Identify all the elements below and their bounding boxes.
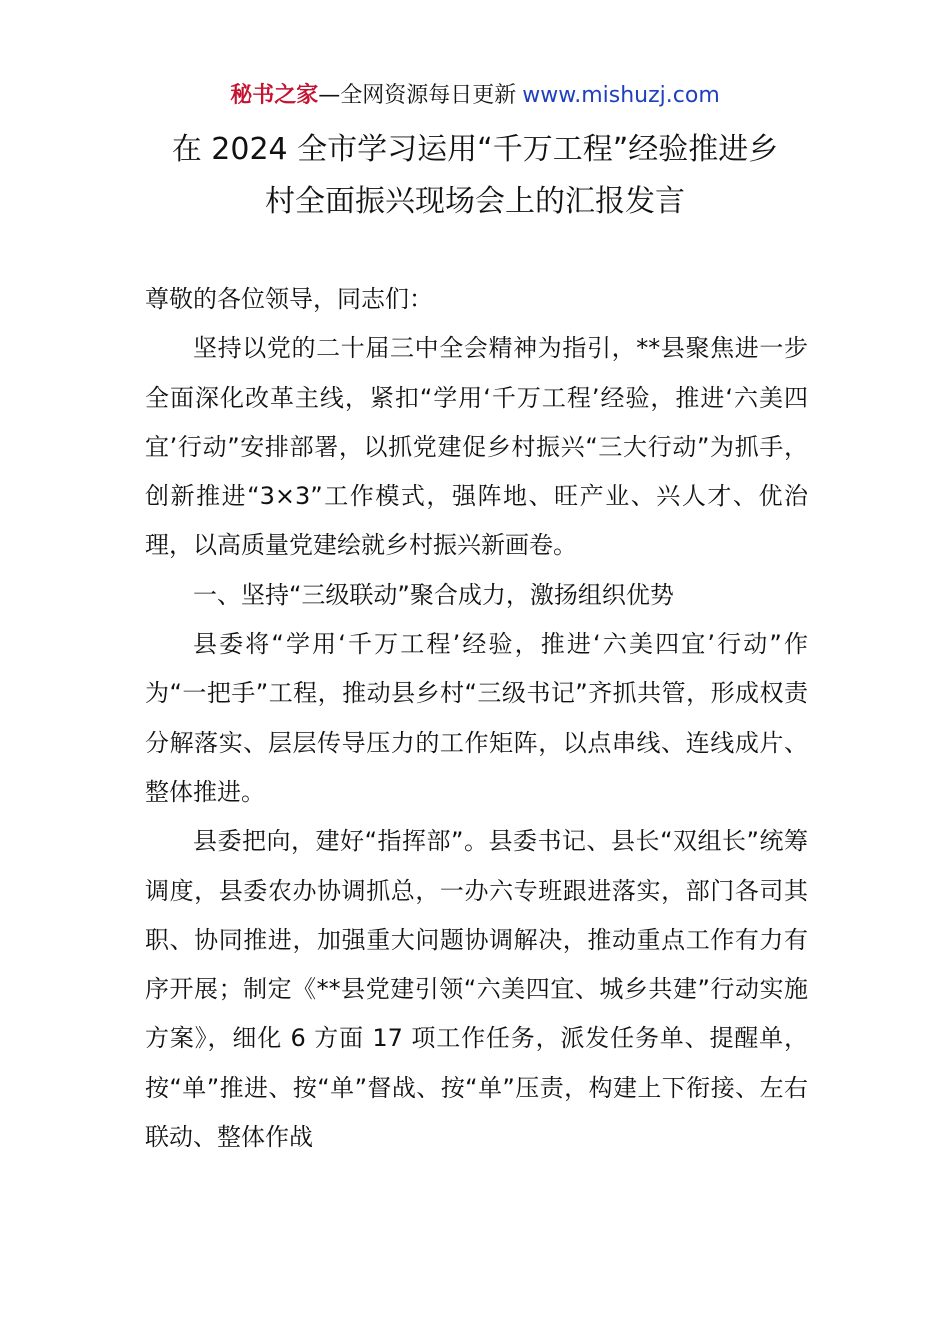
document-title	[100, 124, 850, 228]
site-header	[0, 80, 950, 112]
paragraph-section-1-overview: 县委将“学用‘千万工程’经验，推进‘六美四宜’行动”作为“一把手”工程，推动县乡村“三级书记”齐抓共管，形成权责分解落实、层层传导压力的工作矩阵，以点串线、连线成片、整体推进。	[145, 630, 808, 806]
paragraph-intro: 坚持以党的二十届三中全会精神为指引，**县聚焦进一步全面深化改革主线，紧扣“学用‘千万工程’经验，推进‘六美四宜’行动”安排部署，以抓党建促乡村振兴“三大行动”为抓手，创新推进“3×3”工作模式，强阵地、旺产业、兴人才、优治理，以高质量党建绘就乡村振兴新画卷。	[145, 334, 808, 560]
paragraph-county-command: 县委把向，建好“指挥部”。县委书记、县长“双组长”统筹调度，县委农办协调抓总，一办六专班跟进落实，部门各司其职、协同推进，加强重大问题协调解决，推动重点工作有力有序开展；制定《**县党建引领“六美四宜、城乡共建”行动实施方案》，细化 6 方面 17 项工作任务，派发任务单、提醒单，按“单”推进、按“单”督战、按“单”压责，构建上下衔接、左右联动、整体作战	[145, 827, 808, 1152]
header-tagline: —全网资源每日更新	[318, 83, 517, 108]
salutation: 尊敬的各位领导，同志们：	[145, 285, 433, 313]
document-body	[145, 275, 808, 1162]
site-url-link[interactable]: www.mishuzj.com	[522, 83, 720, 108]
title-line-1: 在 2024 全市学习运用“千万工程”经验推进乡	[171, 132, 779, 167]
section-heading-1: 一、坚持“三级联动”聚合成力，激扬组织优势	[193, 580, 674, 609]
brand-name: 秘书之家	[230, 83, 319, 108]
title-line-2: 村全面振兴现场会上的汇报发言	[265, 184, 685, 219]
